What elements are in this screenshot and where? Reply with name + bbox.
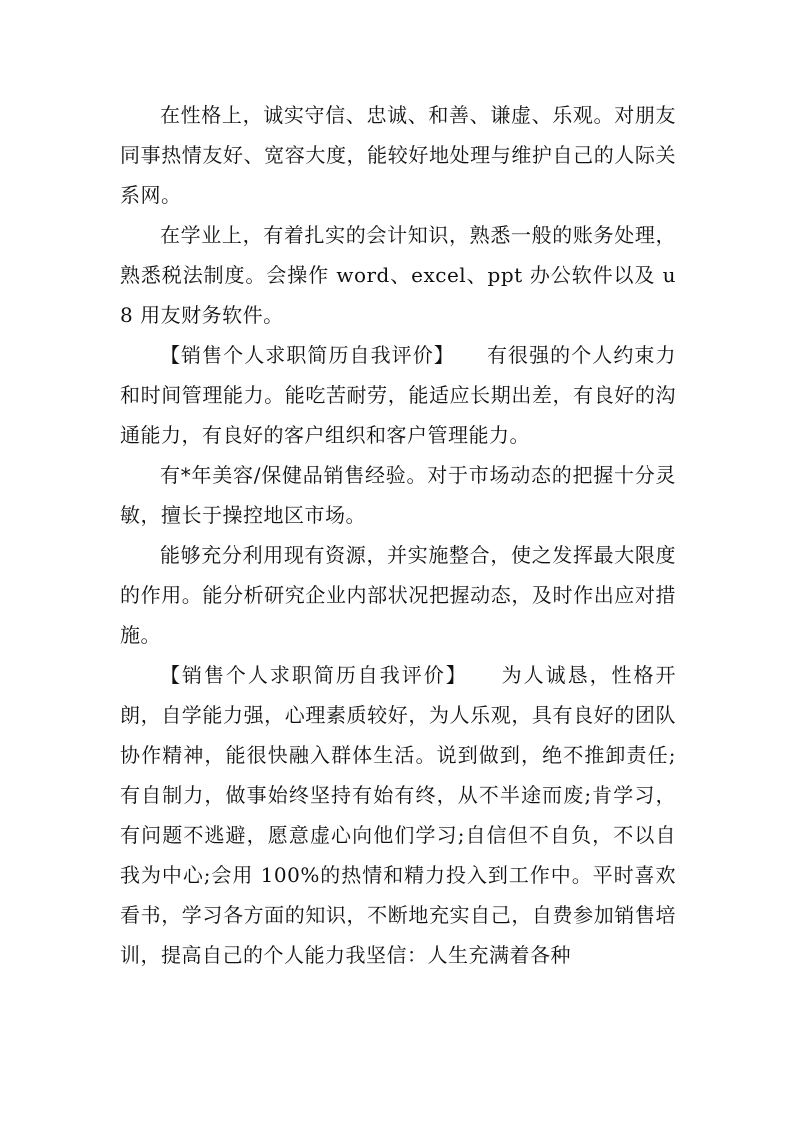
document-body bbox=[120, 95, 676, 975]
paragraph-personality: 在性格上，诚实守信、忠诚、和善、谦虚、乐观。对朋友同事热情友好、宽容大度，能较好地处理与维护自己的人际关系网。 bbox=[120, 103, 676, 207]
paragraph-sales-evaluation-1: 【销售个人求职简历自我评价】 有很强的个人约束力和时间管理能力。能吃苦耐劳，能适应长期出差，有良好的沟通能力，有良好的客户组织和客户管理能力。 bbox=[120, 343, 676, 447]
paragraph-resources: 能够充分利用现有资源，并实施整合，使之发挥最大限度的作用。能分析研究企业内部状况把握动态，及时作出应对措施。 bbox=[120, 543, 676, 647]
paragraph-studies: 在学业上，有着扎实的会计知识，熟悉一般的账务处理，熟悉税法制度。会操作 word、excel、ppt 办公软件以及 u8 用友财务软件。 bbox=[120, 223, 676, 327]
paragraph-sales-evaluation-2: 【销售个人求职简历自我评价】 为人诚恳，性格开朗，自学能力强，心理素质较好，为人乐观，具有良好的团队协作精神，能很快融入群体生活。说到做到，绝不推卸责任;有自制力，做事始终坚持有始有终，从不半途而废;肯学习，有问题不逃避，愿意虚心向他们学习;自信但不自负，不以自我为中心;会用 100%的热情和精力投入到工作中。平时喜欢看书，学习各方面的知识，不断地充实自己，自费参加销售培训，提高自己的个人能力我坚信：人生充满着各种 bbox=[120, 663, 676, 967]
paragraph-sales-experience: 有*年美容/保健品销售经验。对于市场动态的把握十分灵敏，擅长于操控地区市场。 bbox=[120, 463, 676, 527]
